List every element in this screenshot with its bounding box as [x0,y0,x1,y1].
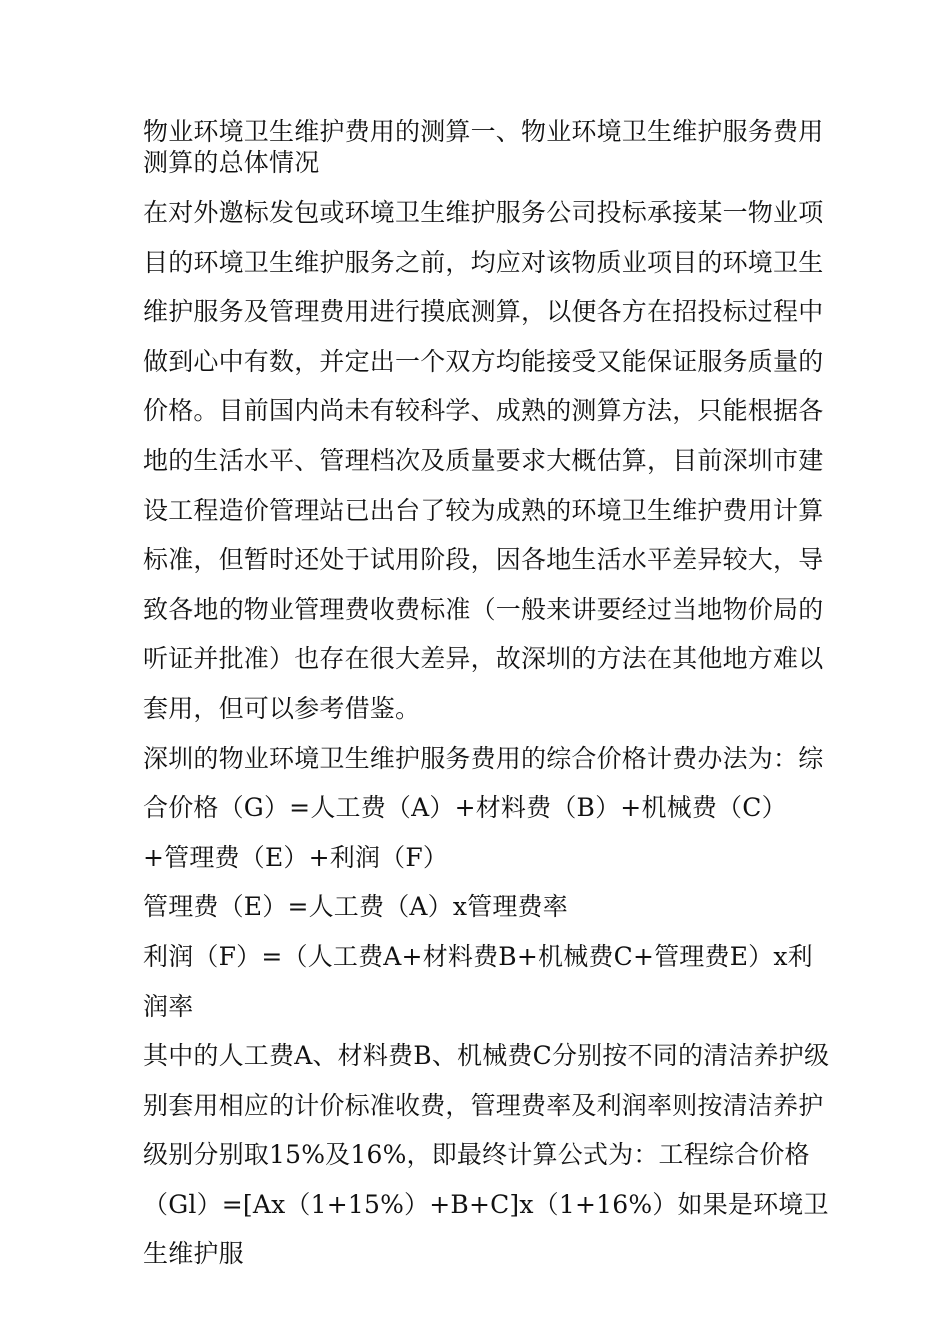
document-body [143,188,833,1279]
paragraph-pricing-method: 深圳的物业环境卫生维护服务费用的综合价格计费办法为：综合价格（G）=人工费（A）+材料费（B）+机械费（C）+管理费（E）+利润（F） [143,743,824,872]
paragraph-final-formula: 其中的人工费A、材料费B、机械费C分别按不同的清洁养护级别套用相应的计价标准收费，管理费率及利润率则按清洁养护级别分别取15%及16%，即最终计算公式为：工程综合价格（Gl）=[Ax（1+15%）+B+C]x（1+16%）如果是环境卫生维护服 [143,1041,830,1269]
document-title: 物业环境卫生维护费用的测算一、物业环境卫生维护服务费用测算的总体情况 [143,117,824,177]
paragraph-overview: 在对外邀标发包或环境卫生维护服务公司投标承接某一物业项目的环境卫生维护服务之前，均应对该物质业项目的环境卫生维护服务及管理费用进行摸底测算，以便各方在招投标过程中做到心中有数，并定出一个双方均能接受又能保证服务质量的价格。目前国内尚未有较科学、成熟的测算方法，只能根据各地的生活水平、管理档次及质量要求大概估算，目前深圳市建设工程造价管理站已出台了较为成熟的环境卫生维护费用计算标准，但暂时还处于试用阶段，因各地生活水平差异较大，导致各地的物业管理费收费标准（一般来讲要经过当地物价局的听证并批准）也存在很大差异，故深圳的方法在其他地方难以套用，但可以参考借鉴。 [143,198,824,723]
paragraph-management-fee-formula: 管理费（E）=人工费（A）x管理费率 [143,892,568,922]
paragraph-profit-formula: 利润（F）=（人工费A+材料费B+机械费C+管理费E）x利润率 [143,941,813,1021]
